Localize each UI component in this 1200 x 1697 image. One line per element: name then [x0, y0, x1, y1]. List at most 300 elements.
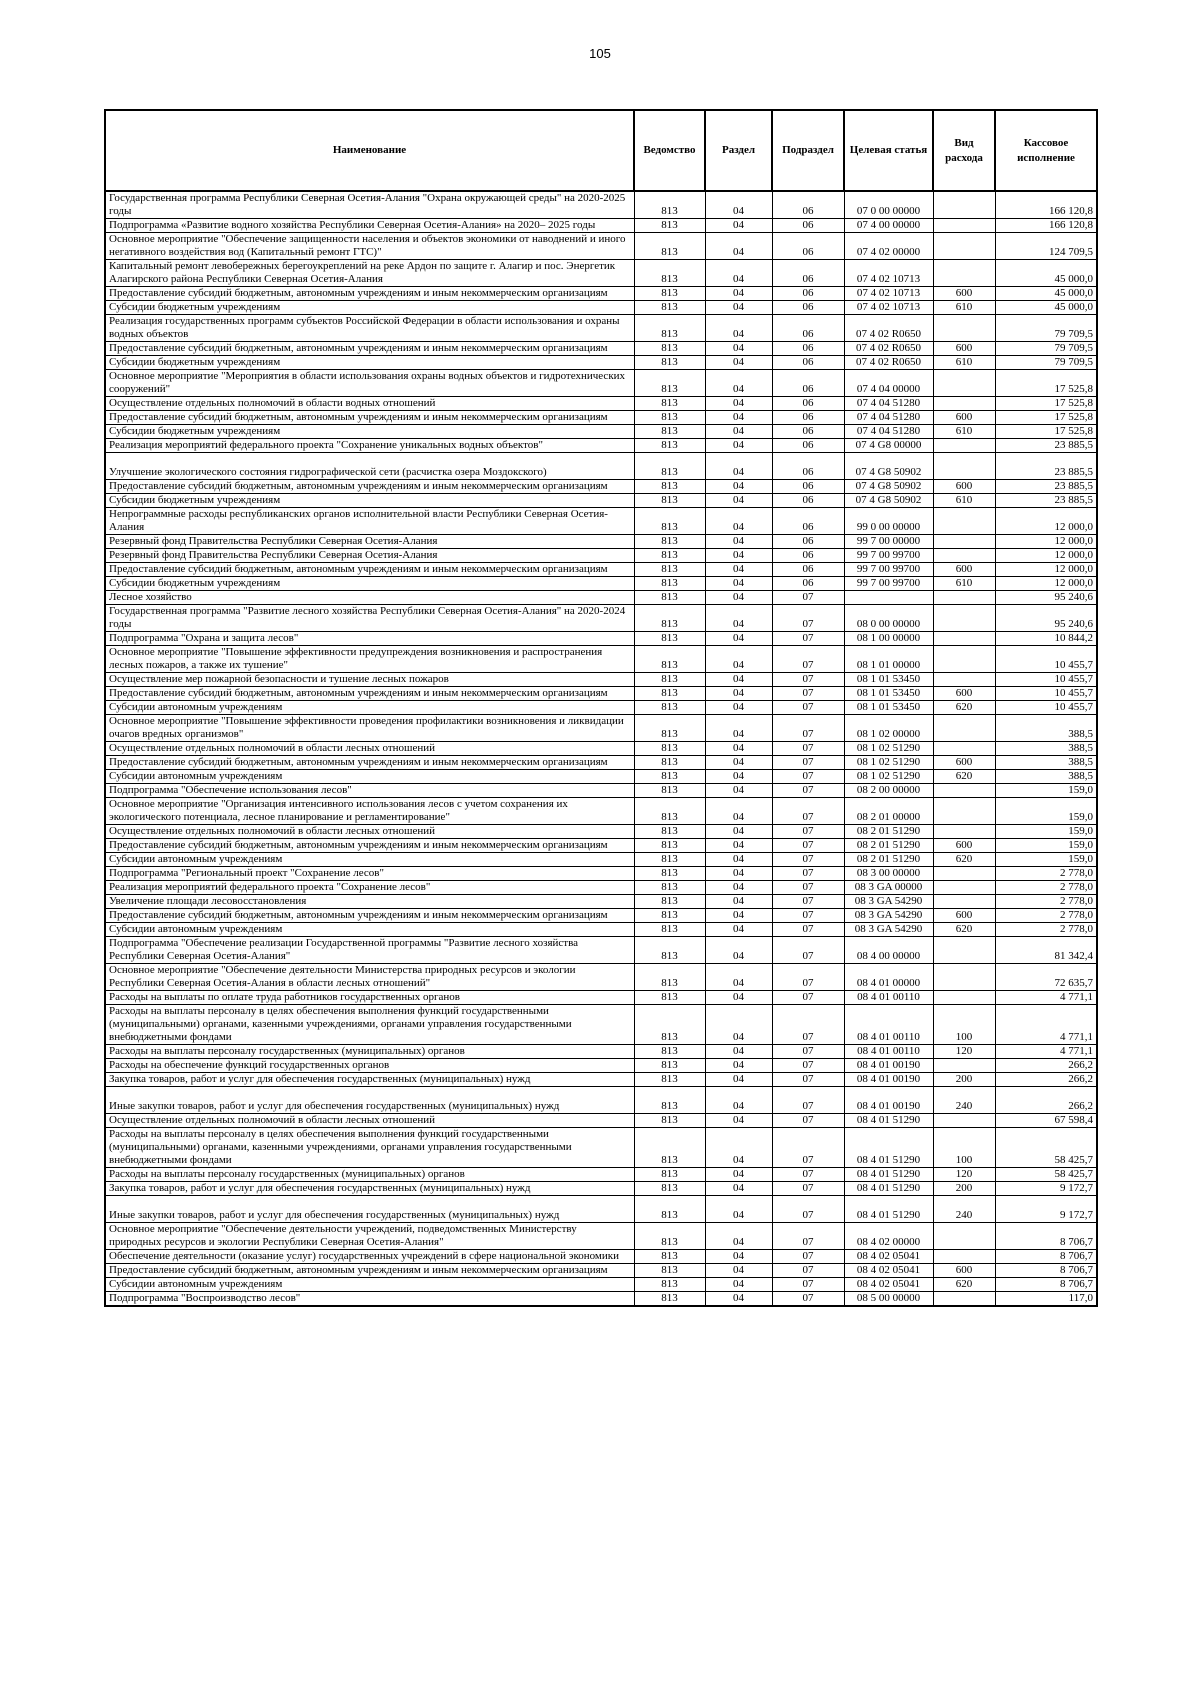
table-row	[105, 1223, 1097, 1250]
row-subsection-cell: 07	[772, 937, 844, 964]
row-subsection-cell: 07	[772, 646, 844, 673]
row-department-cell: 813	[634, 632, 705, 646]
row-department-cell: 813	[634, 770, 705, 784]
row-expense-type-cell	[933, 605, 995, 632]
row-section-cell: 04	[705, 937, 772, 964]
row-expense-type-cell	[933, 370, 995, 397]
row-name-cell: Предоставление субсидий бюджетным, автономным учреждениям и иным некоммерческим организациям	[105, 287, 634, 301]
row-subsection-cell: 06	[772, 535, 844, 549]
row-name-cell: Расходы на выплаты персоналу государственных (муниципальных) органов	[105, 1045, 634, 1059]
row-amount-cell: 12 000,0	[995, 563, 1097, 577]
row-expense-type-cell: 610	[933, 425, 995, 439]
row-amount-cell: 2 778,0	[995, 923, 1097, 937]
row-section-cell: 04	[705, 591, 772, 605]
row-subsection-cell: 07	[772, 867, 844, 881]
row-target-article-cell: 08 4 02 05041	[844, 1250, 933, 1264]
row-amount-cell: 388,5	[995, 756, 1097, 770]
row-expense-type-cell: 610	[933, 301, 995, 315]
row-name-cell: Осуществление отдельных полномочий в области лесных отношений	[105, 742, 634, 756]
row-name-cell: Предоставление субсидий бюджетным, автономным учреждениям и иным некоммерческим организациям	[105, 756, 634, 770]
row-expense-type-cell: 620	[933, 770, 995, 784]
row-department-cell: 813	[634, 411, 705, 425]
table-row	[105, 1073, 1097, 1087]
row-target-article-cell: 08 4 01 51290	[844, 1114, 933, 1128]
row-section-cell: 04	[705, 508, 772, 535]
row-expense-type-cell: 600	[933, 563, 995, 577]
row-subsection-cell: 06	[772, 315, 844, 342]
row-department-cell: 813	[634, 881, 705, 895]
header-target-article: Целевая статья	[844, 110, 933, 191]
row-department-cell: 813	[634, 673, 705, 687]
row-department-cell: 813	[634, 508, 705, 535]
row-expense-type-cell: 600	[933, 756, 995, 770]
row-target-article-cell: 08 3 GA 00000	[844, 881, 933, 895]
row-name-cell: Субсидии бюджетным учреждениям	[105, 356, 634, 370]
row-target-article-cell: 08 4 01 00190	[844, 1073, 933, 1087]
row-amount-cell: 9 172,7	[995, 1182, 1097, 1196]
table-row	[105, 605, 1097, 632]
row-target-article-cell: 08 1 02 51290	[844, 756, 933, 770]
row-expense-type-cell	[933, 453, 995, 480]
row-amount-cell: 23 885,5	[995, 480, 1097, 494]
row-section-cell: 04	[705, 549, 772, 563]
row-section-cell: 04	[705, 784, 772, 798]
row-section-cell: 04	[705, 1292, 772, 1307]
row-subsection-cell: 07	[772, 1168, 844, 1182]
row-amount-cell: 4 771,1	[995, 1005, 1097, 1045]
row-expense-type-cell: 600	[933, 909, 995, 923]
row-amount-cell: 2 778,0	[995, 881, 1097, 895]
row-subsection-cell: 07	[772, 798, 844, 825]
row-name-cell: Предоставление субсидий бюджетным, автономным учреждениям и иным некоммерческим организациям	[105, 342, 634, 356]
row-section-cell: 04	[705, 494, 772, 508]
row-section-cell: 04	[705, 770, 772, 784]
row-amount-cell: 4 771,1	[995, 991, 1097, 1005]
row-expense-type-cell	[933, 1223, 995, 1250]
table-row	[105, 964, 1097, 991]
row-amount-cell: 10 455,7	[995, 646, 1097, 673]
row-name-cell: Реализация мероприятий федерального проекта "Сохранение лесов"	[105, 881, 634, 895]
table-row	[105, 895, 1097, 909]
row-name-cell: Предоставление субсидий бюджетным, автономным учреждениям и иным некоммерческим организациям	[105, 1264, 634, 1278]
row-name-cell: Предоставление субсидий бюджетным, автономным учреждениям и иным некоммерческим организациям	[105, 909, 634, 923]
row-amount-cell: 10 844,2	[995, 632, 1097, 646]
row-target-article-cell: 08 1 01 00000	[844, 646, 933, 673]
row-subsection-cell: 07	[772, 673, 844, 687]
row-section-cell: 04	[705, 1114, 772, 1128]
row-department-cell: 813	[634, 260, 705, 287]
row-subsection-cell: 07	[772, 605, 844, 632]
row-subsection-cell: 07	[772, 1073, 844, 1087]
table-row	[105, 798, 1097, 825]
row-expense-type-cell	[933, 397, 995, 411]
row-department-cell: 813	[634, 397, 705, 411]
row-target-article-cell: 07 4 02 10713	[844, 301, 933, 315]
row-amount-cell: 124 709,5	[995, 233, 1097, 260]
row-department-cell: 813	[634, 191, 705, 219]
row-section-cell: 04	[705, 1264, 772, 1278]
row-target-article-cell: 08 0 00 00000	[844, 605, 933, 632]
row-section-cell: 04	[705, 563, 772, 577]
row-target-article-cell: 08 1 01 53450	[844, 701, 933, 715]
row-expense-type-cell: 600	[933, 687, 995, 701]
row-amount-cell: 159,0	[995, 839, 1097, 853]
row-amount-cell: 79 709,5	[995, 342, 1097, 356]
row-section-cell: 04	[705, 397, 772, 411]
row-expense-type-cell	[933, 825, 995, 839]
row-subsection-cell: 07	[772, 1250, 844, 1264]
row-expense-type-cell: 120	[933, 1045, 995, 1059]
row-subsection-cell: 07	[772, 1264, 844, 1278]
table-row	[105, 839, 1097, 853]
table-row	[105, 563, 1097, 577]
row-section-cell: 04	[705, 798, 772, 825]
row-department-cell: 813	[634, 1114, 705, 1128]
row-name-cell: Закупка товаров, работ и услуг для обеспечения государственных (муниципальных) нужд	[105, 1073, 634, 1087]
row-department-cell: 813	[634, 1292, 705, 1307]
row-name-cell: Государственная программа Республики Северная Осетия-Алания "Охрана окружающей среды" на 2020-2025 годы	[105, 191, 634, 219]
row-section-cell: 04	[705, 701, 772, 715]
row-expense-type-cell: 610	[933, 356, 995, 370]
row-department-cell: 813	[634, 549, 705, 563]
row-department-cell: 813	[634, 715, 705, 742]
row-target-article-cell: 08 2 01 51290	[844, 839, 933, 853]
row-expense-type-cell: 610	[933, 494, 995, 508]
row-section-cell: 04	[705, 1250, 772, 1264]
row-expense-type-cell	[933, 895, 995, 909]
row-subsection-cell: 07	[772, 1059, 844, 1073]
row-amount-cell: 79 709,5	[995, 356, 1097, 370]
row-name-cell: Субсидии бюджетным учреждениям	[105, 301, 634, 315]
row-target-article-cell: 08 2 01 00000	[844, 798, 933, 825]
table-row	[105, 784, 1097, 798]
table-row	[105, 480, 1097, 494]
row-target-article-cell: 99 0 00 00000	[844, 508, 933, 535]
row-amount-cell: 72 635,7	[995, 964, 1097, 991]
row-department-cell: 813	[634, 701, 705, 715]
row-subsection-cell: 07	[772, 839, 844, 853]
row-section-cell: 04	[705, 909, 772, 923]
table-row	[105, 991, 1097, 1005]
row-expense-type-cell: 620	[933, 853, 995, 867]
table-row	[105, 453, 1097, 480]
row-department-cell: 813	[634, 301, 705, 315]
row-expense-type-cell	[933, 742, 995, 756]
row-department-cell: 813	[634, 798, 705, 825]
row-department-cell: 813	[634, 1059, 705, 1073]
row-department-cell: 813	[634, 1168, 705, 1182]
row-section-cell: 04	[705, 1223, 772, 1250]
table-row	[105, 909, 1097, 923]
row-name-cell: Субсидии автономным учреждениям	[105, 853, 634, 867]
table-row	[105, 411, 1097, 425]
row-target-article-cell: 08 4 01 51290	[844, 1182, 933, 1196]
table-row	[105, 1278, 1097, 1292]
row-amount-cell: 10 455,7	[995, 673, 1097, 687]
row-section-cell: 04	[705, 923, 772, 937]
row-subsection-cell: 07	[772, 591, 844, 605]
row-subsection-cell: 06	[772, 356, 844, 370]
row-expense-type-cell	[933, 867, 995, 881]
table-row	[105, 287, 1097, 301]
row-target-article-cell: 08 1 00 00000	[844, 632, 933, 646]
row-expense-type-cell: 620	[933, 1278, 995, 1292]
table-row	[105, 937, 1097, 964]
table-row	[105, 577, 1097, 591]
row-expense-type-cell: 600	[933, 1264, 995, 1278]
row-name-cell: Осуществление мер пожарной безопасности и тушение лесных пожаров	[105, 673, 634, 687]
row-amount-cell: 95 240,6	[995, 605, 1097, 632]
row-section-cell: 04	[705, 1278, 772, 1292]
row-department-cell: 813	[634, 370, 705, 397]
row-amount-cell: 166 120,8	[995, 219, 1097, 233]
row-amount-cell: 2 778,0	[995, 895, 1097, 909]
row-department-cell: 813	[634, 1045, 705, 1059]
row-section-cell: 04	[705, 687, 772, 701]
row-amount-cell: 79 709,5	[995, 315, 1097, 342]
row-name-cell: Осуществление отдельных полномочий в области водных отношений	[105, 397, 634, 411]
row-expense-type-cell	[933, 535, 995, 549]
row-amount-cell: 45 000,0	[995, 287, 1097, 301]
row-name-cell: Основное мероприятие "Обеспечение защищенности населения и объектов экономики от наводнений и иного негативного воздействия вод (Капитальный ремонт ГТС)"	[105, 233, 634, 260]
row-department-cell: 813	[634, 605, 705, 632]
row-name-cell: Основное мероприятие "Обеспечение деятельности Министерства природных ресурсов и экологии Республики Северная Осетия-Алания в области лесных отношений"	[105, 964, 634, 991]
header-department: Ведомство	[634, 110, 705, 191]
row-section-cell: 04	[705, 881, 772, 895]
row-subsection-cell: 07	[772, 881, 844, 895]
row-target-article-cell: 08 4 01 00000	[844, 964, 933, 991]
row-amount-cell: 266,2	[995, 1073, 1097, 1087]
row-subsection-cell: 06	[772, 549, 844, 563]
row-section-cell: 04	[705, 756, 772, 770]
row-expense-type-cell	[933, 315, 995, 342]
row-subsection-cell: 07	[772, 701, 844, 715]
row-expense-type-cell	[933, 798, 995, 825]
row-subsection-cell: 07	[772, 1182, 844, 1196]
row-expense-type-cell: 240	[933, 1087, 995, 1114]
row-department-cell: 813	[634, 1073, 705, 1087]
row-section-cell: 04	[705, 219, 772, 233]
row-amount-cell: 266,2	[995, 1087, 1097, 1114]
row-name-cell: Субсидии автономным учреждениям	[105, 923, 634, 937]
table-row	[105, 853, 1097, 867]
row-section-cell: 04	[705, 646, 772, 673]
table-row	[105, 1264, 1097, 1278]
table-row	[105, 508, 1097, 535]
row-amount-cell: 81 342,4	[995, 937, 1097, 964]
row-subsection-cell: 06	[772, 508, 844, 535]
table-row	[105, 591, 1097, 605]
row-subsection-cell: 07	[772, 1292, 844, 1307]
row-amount-cell: 17 525,8	[995, 397, 1097, 411]
row-amount-cell: 67 598,4	[995, 1114, 1097, 1128]
row-section-cell: 04	[705, 1045, 772, 1059]
row-name-cell: Подпрограмма "Воспроизводство лесов"	[105, 1292, 634, 1307]
row-expense-type-cell	[933, 784, 995, 798]
row-amount-cell: 23 885,5	[995, 439, 1097, 453]
row-name-cell: Основное мероприятие "Повышение эффективности проведения профилактики возникновения и ликвидации очагов вредных организмов"	[105, 715, 634, 742]
table-row	[105, 715, 1097, 742]
row-amount-cell: 10 455,7	[995, 701, 1097, 715]
row-subsection-cell: 07	[772, 964, 844, 991]
table-row	[105, 315, 1097, 342]
row-expense-type-cell	[933, 549, 995, 563]
row-expense-type-cell: 600	[933, 839, 995, 853]
row-subsection-cell: 07	[772, 715, 844, 742]
table-row	[105, 535, 1097, 549]
row-subsection-cell: 07	[772, 1005, 844, 1045]
table-row	[105, 632, 1097, 646]
row-amount-cell: 12 000,0	[995, 535, 1097, 549]
row-target-article-cell: 07 4 02 R0650	[844, 342, 933, 356]
row-amount-cell: 166 120,8	[995, 191, 1097, 219]
row-amount-cell: 12 000,0	[995, 577, 1097, 591]
table-row	[105, 881, 1097, 895]
row-section-cell: 04	[705, 1087, 772, 1114]
row-target-article-cell: 08 1 01 53450	[844, 687, 933, 701]
table-row	[105, 425, 1097, 439]
row-department-cell: 813	[634, 1087, 705, 1114]
row-subsection-cell: 07	[772, 1087, 844, 1114]
row-subsection-cell: 06	[772, 370, 844, 397]
header-cash-execution: Кассовое исполнение	[995, 110, 1097, 191]
row-subsection-cell: 06	[772, 342, 844, 356]
row-expense-type-cell	[933, 191, 995, 219]
row-expense-type-cell	[933, 881, 995, 895]
table-row	[105, 825, 1097, 839]
table-row	[105, 1292, 1097, 1307]
row-target-article-cell: 08 4 02 00000	[844, 1223, 933, 1250]
row-target-article-cell: 08 1 02 51290	[844, 770, 933, 784]
row-expense-type-cell: 120	[933, 1168, 995, 1182]
row-target-article-cell: 07 4 G8 50902	[844, 453, 933, 480]
row-name-cell: Резервный фонд Правительства Республики Северная Осетия-Алания	[105, 535, 634, 549]
row-expense-type-cell	[933, 219, 995, 233]
row-target-article-cell: 08 3 00 00000	[844, 867, 933, 881]
row-target-article-cell	[844, 591, 933, 605]
row-expense-type-cell: 100	[933, 1005, 995, 1045]
row-target-article-cell: 07 4 G8 00000	[844, 439, 933, 453]
header-name: Наименование	[105, 110, 634, 191]
row-department-cell: 813	[634, 425, 705, 439]
row-target-article-cell: 07 4 02 R0650	[844, 356, 933, 370]
row-target-article-cell: 08 4 01 00110	[844, 1005, 933, 1045]
row-subsection-cell: 07	[772, 742, 844, 756]
table-row	[105, 1005, 1097, 1045]
row-amount-cell: 2 778,0	[995, 867, 1097, 881]
table-row	[105, 756, 1097, 770]
row-target-article-cell: 99 7 00 99700	[844, 549, 933, 563]
table-row	[105, 1114, 1097, 1128]
row-section-cell: 04	[705, 577, 772, 591]
row-subsection-cell: 07	[772, 1278, 844, 1292]
row-department-cell: 813	[634, 839, 705, 853]
row-subsection-cell: 06	[772, 563, 844, 577]
row-subsection-cell: 07	[772, 770, 844, 784]
row-subsection-cell: 07	[772, 909, 844, 923]
row-subsection-cell: 07	[772, 632, 844, 646]
row-subsection-cell: 07	[772, 784, 844, 798]
row-amount-cell: 266,2	[995, 1059, 1097, 1073]
row-target-article-cell: 07 4 02 10713	[844, 287, 933, 301]
row-name-cell: Непрограммные расходы республиканских органов исполнительной власти Республики Северная Осетия-Алания	[105, 508, 634, 535]
row-expense-type-cell	[933, 439, 995, 453]
row-subsection-cell: 07	[772, 687, 844, 701]
row-expense-type-cell	[933, 646, 995, 673]
row-target-article-cell: 08 4 01 51290	[844, 1196, 933, 1223]
table-row	[105, 191, 1097, 219]
table-row	[105, 233, 1097, 260]
row-target-article-cell: 08 4 01 00190	[844, 1059, 933, 1073]
row-department-cell: 813	[634, 1182, 705, 1196]
row-target-article-cell: 07 4 04 00000	[844, 370, 933, 397]
row-name-cell: Субсидии автономным учреждениям	[105, 1278, 634, 1292]
row-subsection-cell: 06	[772, 233, 844, 260]
row-amount-cell: 388,5	[995, 715, 1097, 742]
row-department-cell: 813	[634, 1005, 705, 1045]
row-department-cell: 813	[634, 784, 705, 798]
row-name-cell: Субсидии бюджетным учреждениям	[105, 425, 634, 439]
row-subsection-cell: 06	[772, 480, 844, 494]
row-section-cell: 04	[705, 1073, 772, 1087]
row-target-article-cell: 07 4 G8 50902	[844, 494, 933, 508]
row-name-cell: Расходы на выплаты персоналу в целях обеспечения выполнения функций государственными (муниципальными) органами, казенными учреждениями, органами управления государственными внебюджетными фондами	[105, 1128, 634, 1168]
row-section-cell: 04	[705, 453, 772, 480]
table-row	[105, 1196, 1097, 1223]
table-row	[105, 260, 1097, 287]
row-name-cell: Обеспечение деятельности (оказание услуг) государственных учреждений в сфере национальной экономики	[105, 1250, 634, 1264]
row-section-cell: 04	[705, 825, 772, 839]
row-name-cell: Предоставление субсидий бюджетным, автономным учреждениям и иным некоммерческим организациям	[105, 411, 634, 425]
row-name-cell: Закупка товаров, работ и услуг для обеспечения государственных (муниципальных) нужд	[105, 1182, 634, 1196]
row-name-cell: Субсидии автономным учреждениям	[105, 770, 634, 784]
row-subsection-cell: 06	[772, 425, 844, 439]
row-amount-cell: 117,0	[995, 1292, 1097, 1307]
row-subsection-cell: 07	[772, 825, 844, 839]
row-name-cell: Субсидии бюджетным учреждениям	[105, 577, 634, 591]
row-department-cell: 813	[634, 233, 705, 260]
row-expense-type-cell: 600	[933, 411, 995, 425]
row-expense-type-cell	[933, 591, 995, 605]
row-section-cell: 04	[705, 605, 772, 632]
table-row	[105, 397, 1097, 411]
row-subsection-cell: 06	[772, 397, 844, 411]
row-name-cell: Осуществление отдельных полномочий в области лесных отношений	[105, 1114, 634, 1128]
row-amount-cell: 10 455,7	[995, 687, 1097, 701]
row-amount-cell: 388,5	[995, 742, 1097, 756]
row-section-cell: 04	[705, 853, 772, 867]
row-expense-type-cell	[933, 964, 995, 991]
row-target-article-cell: 08 4 01 00110	[844, 1045, 933, 1059]
table-row	[105, 1182, 1097, 1196]
row-section-cell: 04	[705, 867, 772, 881]
table-row	[105, 439, 1097, 453]
row-section-cell: 04	[705, 1196, 772, 1223]
row-name-cell: Основное мероприятие "Мероприятия в области использования охраны водных объектов и гидротехнических сооружений"	[105, 370, 634, 397]
row-target-article-cell: 07 4 04 51280	[844, 397, 933, 411]
row-name-cell: Подпрограмма «Развитие водного хозяйства Республики Северная Осетия-Алания» на 2020– 2025 годы	[105, 219, 634, 233]
row-amount-cell: 9 172,7	[995, 1196, 1097, 1223]
row-amount-cell: 8 706,7	[995, 1223, 1097, 1250]
row-section-cell: 04	[705, 535, 772, 549]
row-target-article-cell: 07 4 G8 50902	[844, 480, 933, 494]
row-section-cell: 04	[705, 1005, 772, 1045]
row-amount-cell: 45 000,0	[995, 301, 1097, 315]
row-expense-type-cell	[933, 260, 995, 287]
row-expense-type-cell	[933, 632, 995, 646]
row-department-cell: 813	[634, 494, 705, 508]
row-section-cell: 04	[705, 991, 772, 1005]
